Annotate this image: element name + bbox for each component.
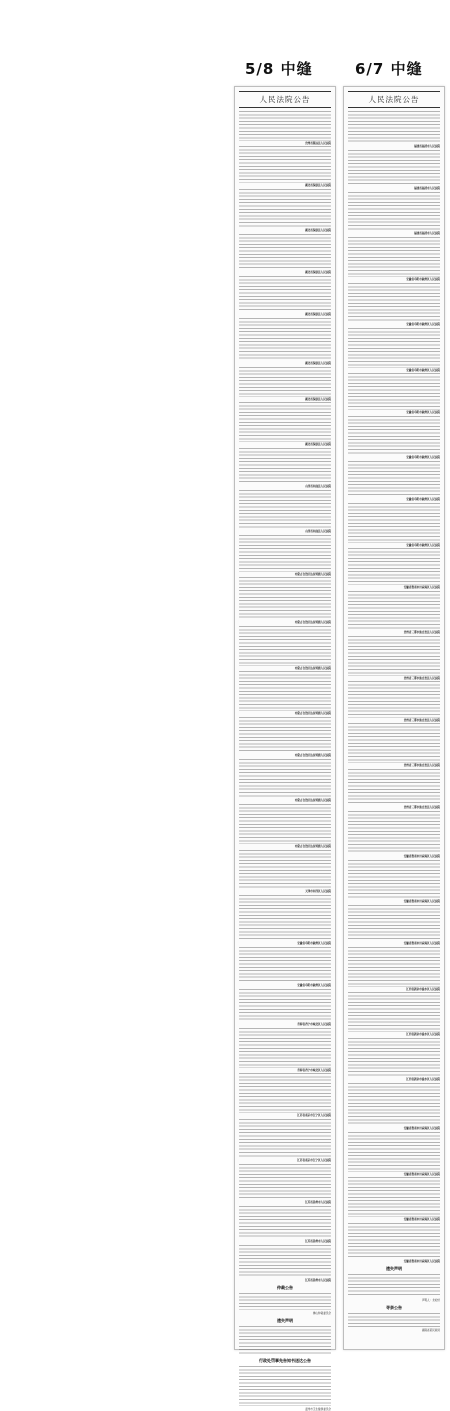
- right-section2-body: [348, 1313, 440, 1326]
- right-notice-text: [348, 1038, 440, 1078]
- left-notice-text: [239, 318, 331, 361]
- right-notice-text: [348, 992, 440, 1032]
- right-notice-text: [348, 111, 440, 144]
- right-notice: [348, 723, 440, 763]
- left-court-name: 湖北省保康县人民法院: [305, 442, 331, 446]
- left-court-name: 内蒙古自治区达拉特旗人民法院: [294, 666, 331, 670]
- right-notice-list: [348, 111, 440, 1263]
- right-court-name: 安徽省淮南市田家庵区人民法院: [403, 942, 440, 946]
- right-strip-content: [348, 91, 440, 1345]
- right-crop-label: 6/7 中缝: [355, 60, 423, 78]
- right-court-name: 安徽省淮南市田家庵区人民法院: [403, 1259, 440, 1263]
- right-court-name: 贵州省三都水族自治县人民法院: [403, 718, 440, 722]
- left-section3-title: 行政处罚事先告知书送达公告: [259, 1358, 311, 1364]
- left-notice-text: [239, 189, 331, 229]
- right-notice: [348, 373, 440, 409]
- right-notice: [348, 150, 440, 186]
- left-notice-text: [239, 626, 331, 666]
- left-notice: [239, 318, 331, 361]
- right-notice: [348, 1177, 440, 1217]
- left-notice-text: [239, 234, 331, 270]
- left-notice-text: [239, 1028, 331, 1068]
- right-notice-text: [348, 860, 440, 900]
- right-notice: [348, 328, 440, 368]
- right-court-name: 安徽省阜阳市颍州区人民法院: [406, 543, 440, 547]
- right-notice: [348, 681, 440, 717]
- right-court-name: 贵州省三都水族自治县人民法院: [403, 631, 440, 635]
- left-banner-title: 人民法院公告: [239, 91, 331, 108]
- left-notice: [239, 146, 331, 182]
- right-notice: [348, 461, 440, 497]
- left-court-name: 湖北省保康县人民法院: [305, 362, 331, 366]
- left-court-name: 江苏省南京市江宁区人民法院: [297, 1159, 331, 1163]
- left-section1-body: [239, 1293, 331, 1310]
- left-notice: [239, 804, 331, 844]
- left-section2-title: 遗失声明: [277, 1317, 293, 1323]
- right-court-name: 安徽省阜阳市颍州区人民法院: [406, 456, 440, 460]
- left-notice-text: [239, 947, 331, 983]
- left-notice-text: [239, 448, 331, 484]
- left-notice: [239, 717, 331, 753]
- right-notice-text: [348, 1132, 440, 1172]
- right-court-name: 贵州省三都水族自治县人民法院: [403, 763, 440, 767]
- right-notice-text: [348, 548, 440, 584]
- right-section2-signature: 湖南省某民政局: [421, 1328, 440, 1332]
- left-notice: [239, 1164, 331, 1200]
- left-notice-text: [239, 367, 331, 397]
- left-notice-text: [239, 1119, 331, 1159]
- right-notice-text: [348, 1177, 440, 1217]
- right-notice: [348, 992, 440, 1032]
- left-notice: [239, 189, 331, 229]
- left-notice: [239, 895, 331, 941]
- left-notice-text: [239, 717, 331, 753]
- left-court-name: 安徽省阜阳市颍州区人民法院: [297, 984, 331, 988]
- left-court-name: 江苏省扬州市人民法院: [305, 1240, 331, 1244]
- left-court-name: 贵州省镇远县人民法院: [305, 141, 331, 145]
- right-court-name: 福建省福清市人民法院: [414, 187, 440, 191]
- right-court-name: 安徽省淮南市田家庵区人民法院: [403, 1127, 440, 1131]
- right-court-name: 安徽省淮南市田家庵区人民法院: [403, 854, 440, 858]
- left-notice: [239, 1245, 331, 1278]
- right-section1-signature: 声明人：龙松轩: [421, 1299, 440, 1303]
- left-court-name: 湖北省保康县人民法院: [305, 313, 331, 317]
- left-court-name: 湖北省保康县人民法院: [305, 183, 331, 187]
- left-notice: [239, 1206, 331, 1239]
- left-court-name: 安徽省阜阳市颍州区人民法院: [297, 942, 331, 946]
- right-court-name: 安徽省淮南市田家庵区人民法院: [403, 900, 440, 904]
- right-notice: [348, 1038, 440, 1078]
- right-notice: [348, 416, 440, 456]
- left-notice: [239, 947, 331, 983]
- left-section1-signature: 佛山仲裁委员会: [312, 1311, 331, 1315]
- right-notice-text: [348, 192, 440, 232]
- right-notice: [348, 860, 440, 900]
- right-notice-text: [348, 237, 440, 277]
- right-notice: [348, 237, 440, 277]
- right-notice-text: [348, 636, 440, 676]
- left-court-name: 湖北省保康县人民法院: [305, 271, 331, 275]
- left-section2-body: [239, 1326, 331, 1356]
- left-strip-content: [239, 91, 331, 1411]
- left-notice: [239, 276, 331, 312]
- left-notice-text: [239, 759, 331, 799]
- left-notice: [239, 1028, 331, 1068]
- right-notice: [348, 1132, 440, 1172]
- right-notice: [348, 636, 440, 676]
- right-notice: [348, 591, 440, 631]
- left-notice-list: [239, 111, 331, 1282]
- right-section1-body: [348, 1274, 440, 1297]
- left-court-name: 江苏省扬州市人民法院: [305, 1278, 331, 1282]
- left-section3-signature: 温州市卫生健康委员会: [305, 1408, 331, 1411]
- left-notice-text: [239, 850, 331, 890]
- right-court-name: 安徽省阜阳市颍州区人民法院: [406, 410, 440, 414]
- right-section1-title: 遗失声明: [386, 1266, 402, 1272]
- left-notice: [239, 448, 331, 484]
- left-crop-label: 5/8 中缝: [245, 60, 313, 78]
- left-notice-text: [239, 402, 331, 442]
- left-notice-text: [239, 989, 331, 1022]
- right-notice-text: [348, 328, 440, 368]
- right-court-name: 福建省福清市人民法院: [414, 145, 440, 148]
- left-court-name: 内蒙古自治区达拉特旗人民法院: [294, 754, 331, 758]
- right-notice-text: [348, 1083, 440, 1126]
- left-newspaper-strip: [234, 86, 336, 1411]
- right-notice-text: [348, 1223, 440, 1259]
- right-court-name: 安徽省阜阳市颍州区人民法院: [406, 277, 440, 281]
- left-notice-text: [239, 895, 331, 941]
- right-court-name: 安徽省阜阳市颍州区人民法院: [406, 498, 440, 502]
- right-court-name: 安徽省阜阳市颍州区人民法院: [406, 323, 440, 327]
- left-notice-text: [239, 577, 331, 620]
- left-notice: [239, 234, 331, 270]
- left-notice: [239, 850, 331, 890]
- left-notice: [239, 111, 331, 141]
- right-notice: [348, 503, 440, 543]
- left-section2-text: [239, 1326, 331, 1356]
- left-court-name: 青海省西宁市城北区人民法院: [297, 1023, 331, 1027]
- right-notice-text: [348, 769, 440, 805]
- right-court-name: 福建省福清市人民法院: [414, 232, 440, 236]
- left-notice: [239, 402, 331, 442]
- left-notice: [239, 989, 331, 1022]
- right-court-name: 江西省新余市渝水区人民法院: [406, 1033, 440, 1037]
- left-section3-text: [239, 1366, 331, 1406]
- right-court-name: 贵州省三都水族自治县人民法院: [403, 676, 440, 680]
- right-court-name: 安徽省阜阳市颍州区人民法院: [406, 368, 440, 372]
- right-notice: [348, 1083, 440, 1126]
- right-notice: [348, 947, 440, 987]
- left-court-name: 内蒙古自治区达拉特旗人民法院: [294, 844, 331, 848]
- right-notice-text: [348, 461, 440, 497]
- left-court-name: 天津市河西区人民法院: [305, 890, 331, 894]
- left-notice-text: [239, 490, 331, 530]
- left-notice: [239, 535, 331, 571]
- left-court-name: 湖北省保康县人民法院: [305, 229, 331, 233]
- right-notice-text: [348, 723, 440, 763]
- right-notice-text: [348, 283, 440, 323]
- left-notice: [239, 1119, 331, 1159]
- right-notice-text: [348, 503, 440, 543]
- right-court-name: 江西省新余市渝水区人民法院: [406, 987, 440, 991]
- right-notice: [348, 769, 440, 805]
- left-section1-title: 仲裁公告: [277, 1285, 293, 1291]
- left-notice: [239, 626, 331, 666]
- right-notice-text: [348, 591, 440, 631]
- left-court-name: 湖北省保康县人民法院: [305, 397, 331, 401]
- left-notice: [239, 367, 331, 397]
- left-court-name: 内蒙古自治区达拉特旗人民法院: [294, 799, 331, 803]
- right-notice-text: [348, 681, 440, 717]
- left-notice: [239, 759, 331, 799]
- right-section2-text: [348, 1313, 440, 1326]
- left-section1-text: [239, 1293, 331, 1310]
- left-notice-text: [239, 671, 331, 711]
- left-notice-text: [239, 1073, 331, 1113]
- right-notice: [348, 811, 440, 854]
- left-notice-text: [239, 1164, 331, 1200]
- right-notice: [348, 548, 440, 584]
- left-section3-body: [239, 1366, 331, 1406]
- left-court-name: 山西省河曲县人民法院: [305, 530, 331, 534]
- left-notice: [239, 577, 331, 620]
- left-court-name: 内蒙古自治区达拉特旗人民法院: [294, 621, 331, 625]
- left-notice-text: [239, 1206, 331, 1239]
- right-court-name: 安徽省淮南市田家庵区人民法院: [403, 1172, 440, 1176]
- right-notice-text: [348, 150, 440, 186]
- left-notice-text: [239, 535, 331, 571]
- right-notice: [348, 111, 440, 144]
- right-notice: [348, 283, 440, 323]
- right-court-name: 江西省新余市渝水区人民法院: [406, 1078, 440, 1082]
- right-notice: [348, 192, 440, 232]
- right-banner-title: 人民法院公告: [348, 91, 440, 108]
- right-notice-text: [348, 416, 440, 456]
- left-court-name: 青海省西宁市城北区人民法院: [297, 1068, 331, 1072]
- right-court-name: 安徽省淮南市田家庵区人民法院: [403, 585, 440, 589]
- right-court-name: 安徽省淮南市田家庵区人民法院: [403, 1217, 440, 1221]
- right-section2-title: 寻亲公告: [386, 1305, 402, 1311]
- right-notice: [348, 905, 440, 941]
- right-notice-text: [348, 905, 440, 941]
- left-notice: [239, 671, 331, 711]
- right-notice: [348, 1223, 440, 1259]
- right-notice-text: [348, 811, 440, 854]
- left-court-name: 江苏省扬州市人民法院: [305, 1201, 331, 1205]
- left-notice-text: [239, 111, 331, 141]
- right-notice-text: [348, 373, 440, 409]
- left-court-name: 内蒙古自治区达拉特旗人民法院: [294, 572, 331, 576]
- left-notice: [239, 1073, 331, 1113]
- left-court-name: 内蒙古自治区达拉特旗人民法院: [294, 711, 331, 715]
- left-court-name: 江苏省南京市江宁区人民法院: [297, 1113, 331, 1117]
- right-section1-text: [348, 1274, 440, 1297]
- left-notice: [239, 490, 331, 530]
- left-notice-text: [239, 804, 331, 844]
- left-notice-text: [239, 146, 331, 182]
- right-newspaper-strip: [343, 86, 445, 1350]
- right-court-name: 贵州省三都水族自治县人民法院: [403, 806, 440, 810]
- left-notice-text: [239, 1245, 331, 1278]
- right-notice-text: [348, 947, 440, 987]
- left-notice-text: [239, 276, 331, 312]
- left-court-name: 山西省河曲县人民法院: [305, 485, 331, 489]
